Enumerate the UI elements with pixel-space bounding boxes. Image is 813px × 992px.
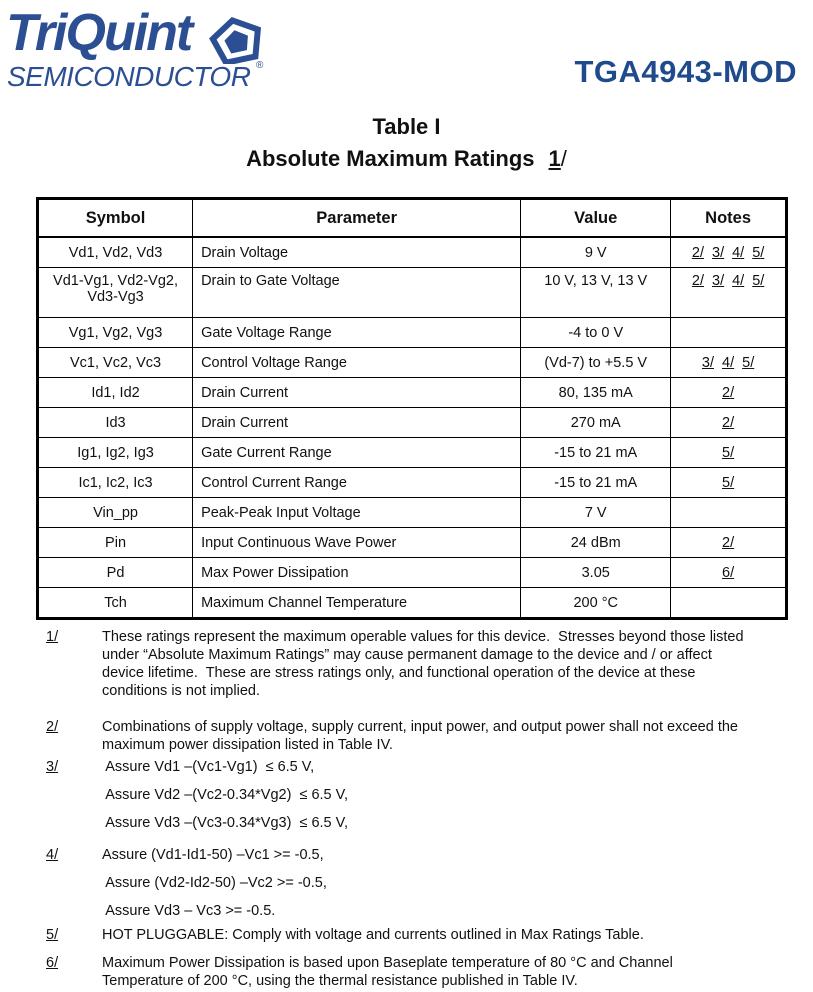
- note-slash: /: [730, 354, 735, 371]
- table-row: [38, 528, 787, 558]
- cell-notes: [671, 498, 787, 528]
- header-value: Value: [521, 199, 671, 238]
- symbol-line: Vin_pp: [93, 504, 138, 521]
- symbol-line: Vg1, Vg2, Vg3: [68, 324, 163, 341]
- footnote-text: [102, 846, 786, 930]
- symbol-line: Vd1, Vd2, Vd3: [68, 244, 163, 261]
- cell-value: (Vd-7) to +5.5 V: [521, 348, 671, 378]
- cell-symbol: [38, 348, 193, 378]
- note-reference: 5: [722, 444, 731, 461]
- note-reference: 3: [701, 354, 710, 371]
- cell-notes: [671, 378, 787, 408]
- cell-parameter: Input Continuous Wave Power: [193, 528, 521, 558]
- cell-parameter: Control Current Range: [193, 468, 521, 498]
- cell-notes: [671, 528, 787, 558]
- cell-symbol: [38, 528, 193, 558]
- cell-value: 9 V: [521, 237, 671, 268]
- note-slash: /: [760, 244, 765, 261]
- note-reference: 6: [722, 564, 731, 581]
- note-slash: /: [699, 244, 704, 261]
- cell-parameter: Drain Current: [193, 378, 521, 408]
- note-slash: /: [740, 273, 745, 289]
- cell-parameter: Drain Voltage: [193, 237, 521, 268]
- symbol-line: Ig1, Ig2, Ig3: [77, 444, 154, 461]
- cell-value: -15 to 21 mA: [521, 438, 671, 468]
- pentagon-logo-icon: [208, 16, 266, 64]
- cell-value: 270 mA: [521, 408, 671, 438]
- header-parameter: Parameter: [193, 199, 521, 238]
- logo-wordmark: TriQuint: [6, 4, 192, 62]
- note-reference: 4: [732, 244, 741, 261]
- cell-parameter: Gate Current Range: [193, 438, 521, 468]
- note-slash: /: [740, 244, 745, 261]
- footnote-line: These ratings represent the maximum operable values for this device. Stresses beyond those listed: [102, 629, 744, 645]
- symbol-line: Ic1, Ic2, Ic3: [78, 474, 153, 491]
- cell-symbol: [38, 498, 193, 528]
- note-slash: /: [720, 273, 725, 289]
- note-slash: /: [730, 564, 735, 581]
- cell-parameter: Maximum Channel Temperature: [193, 588, 521, 619]
- company-logo: [6, 6, 268, 96]
- footnote-text: [102, 628, 786, 700]
- footnote-line: Maximum Power Dissipation is based upon Baseplate temperature of 80 °C and Channel: [102, 955, 673, 971]
- symbol-line: Tch: [104, 594, 127, 611]
- cell-value: 10 V, 13 V, 13 V: [521, 268, 671, 318]
- table-row: [38, 438, 787, 468]
- footnote-number: 6/: [46, 955, 59, 971]
- note-slash: /: [710, 354, 715, 371]
- table-row: [38, 408, 787, 438]
- footnote-number: 2/: [46, 719, 59, 735]
- cell-value: 24 dBm: [521, 528, 671, 558]
- cell-notes: [671, 588, 787, 619]
- symbol-line: Id3: [105, 414, 126, 431]
- cell-symbol: [38, 558, 193, 588]
- table-row: [38, 378, 787, 408]
- footnote-line: Assure Vd2 –(Vc2-0.34*Vg2) ≤ 6.5 V,: [102, 787, 349, 803]
- note-reference: 3: [711, 273, 721, 289]
- cell-value: -15 to 21 mA: [521, 468, 671, 498]
- footnote-text: [102, 926, 786, 944]
- symbol-line: Id1, Id2: [91, 384, 140, 401]
- cell-symbol: [38, 237, 193, 268]
- note-slash: /: [730, 444, 735, 461]
- table-row: [38, 237, 787, 268]
- cell-notes: [671, 348, 787, 378]
- note-reference: 2: [722, 384, 731, 401]
- logo-subtitle: SEMICONDUCTOR: [7, 61, 251, 92]
- footnote-line: device lifetime. These are stress ratings only, and functional operation of the device at these: [102, 665, 696, 681]
- table-row: [38, 468, 787, 498]
- footnote-number: 5/: [46, 927, 59, 943]
- table-header-row: [38, 199, 787, 238]
- table-label: Table I: [372, 114, 441, 139]
- registered-mark: ®: [256, 60, 264, 71]
- cell-notes: [671, 468, 787, 498]
- footnote-line: under “Absolute Maximum Ratings” may cause permanent damage to the device and / or affect: [102, 647, 712, 663]
- note-reference: 4: [732, 273, 741, 289]
- note-reference: 4: [722, 354, 731, 371]
- cell-parameter: Gate Voltage Range: [193, 318, 521, 348]
- cell-notes: [671, 318, 787, 348]
- table-row: [38, 318, 787, 348]
- footnote-line: Assure Vd1 –(Vc1-Vg1) ≤ 6.5 V,: [102, 759, 315, 775]
- cell-symbol: [38, 268, 193, 318]
- note-reference: 5: [722, 474, 731, 491]
- title-note-slash: /: [560, 146, 567, 171]
- note-reference: 2: [722, 534, 731, 551]
- footnote-line: Assure (Vd2-Id2-50) –Vc2 >= -0.5,: [102, 875, 327, 891]
- cell-value: -4 to 0 V: [521, 318, 671, 348]
- note-slash: /: [760, 273, 765, 289]
- note-reference: 2: [691, 273, 700, 289]
- cell-parameter: Peak-Peak Input Voltage: [193, 498, 521, 528]
- cell-value: 3.05: [521, 558, 671, 588]
- footnote-number: 4/: [46, 847, 59, 863]
- absolute-maximum-ratings-table: [36, 197, 788, 620]
- note-slash: /: [730, 474, 735, 491]
- footnote-text: [102, 758, 786, 842]
- cell-parameter: Control Voltage Range: [193, 348, 521, 378]
- note-reference: 2: [691, 244, 700, 261]
- cell-symbol: [38, 588, 193, 619]
- table-row: [38, 588, 787, 619]
- note-slash: /: [730, 384, 735, 401]
- footnote-text: [102, 954, 786, 990]
- footnote-line: Combinations of supply voltage, supply current, input power, and output power shall not exceed the: [102, 719, 738, 735]
- footnote-line: HOT PLUGGABLE: Comply with voltage and currents outlined in Max Ratings Table.: [102, 927, 644, 943]
- symbol-line: Vd3-Vg3: [87, 289, 144, 305]
- cell-parameter: Drain Current: [193, 408, 521, 438]
- note-reference: 3: [711, 244, 721, 261]
- symbol-line: Pin: [105, 534, 127, 551]
- table-title-text: Absolute Maximum Ratings: [246, 146, 535, 171]
- header-notes: Notes: [671, 199, 787, 238]
- symbol-line: Pd: [106, 564, 125, 581]
- note-reference: 5: [752, 273, 761, 289]
- cell-symbol: [38, 378, 193, 408]
- table-row: [38, 498, 787, 528]
- note-slash: /: [720, 244, 725, 261]
- cell-notes: [671, 438, 787, 468]
- footnote-line: Assure (Vd1-Id1-50) –Vc1 >= -0.5,: [102, 847, 324, 863]
- table-row: [38, 268, 787, 318]
- cell-symbol: [38, 408, 193, 438]
- symbol-line: Vc1, Vc2, Vc3: [69, 354, 162, 371]
- title-note-ref: 1: [548, 146, 561, 171]
- footnote-line: Assure Vd3 – Vc3 >= -0.5.: [102, 903, 276, 919]
- cell-notes: [671, 268, 787, 318]
- cell-parameter: Max Power Dissipation: [193, 558, 521, 588]
- footnote-line: Temperature of 200 °C, using the thermal resistance published in Table IV.: [102, 973, 578, 989]
- note-reference: 2: [722, 414, 731, 431]
- cell-parameter: Drain to Gate Voltage: [193, 268, 521, 318]
- cell-value: 7 V: [521, 498, 671, 528]
- table-title: [0, 146, 813, 172]
- note-slash: /: [699, 273, 704, 289]
- symbol-line: Vd1-Vg1, Vd2-Vg2,: [53, 273, 178, 289]
- note-slash: /: [730, 414, 735, 431]
- note-slash: /: [730, 534, 735, 551]
- table-row: [38, 348, 787, 378]
- footnote-number: 1/: [46, 629, 59, 645]
- cell-notes: [671, 408, 787, 438]
- cell-symbol: [38, 468, 193, 498]
- cell-symbol: [38, 438, 193, 468]
- note-slash: /: [750, 354, 755, 371]
- header-symbol: Symbol: [38, 199, 193, 238]
- cell-notes: [671, 558, 787, 588]
- cell-symbol: [38, 318, 193, 348]
- cell-value: 80, 135 mA: [521, 378, 671, 408]
- cell-value: 200 °C: [521, 588, 671, 619]
- footnote-line: conditions is not implied.: [102, 683, 260, 699]
- footnote-text: [102, 718, 786, 754]
- table-row: [38, 558, 787, 588]
- cell-notes: [671, 237, 787, 268]
- footnote-line: Assure Vd3 –(Vc3-0.34*Vg3) ≤ 6.5 V,: [102, 815, 349, 831]
- footnote-number: 3/: [46, 759, 59, 775]
- footnote-line: maximum power dissipation listed in Table IV.: [102, 737, 393, 753]
- note-reference: 5: [752, 244, 761, 261]
- note-reference: 5: [742, 354, 751, 371]
- part-number: TGA4943-MOD: [574, 54, 797, 89]
